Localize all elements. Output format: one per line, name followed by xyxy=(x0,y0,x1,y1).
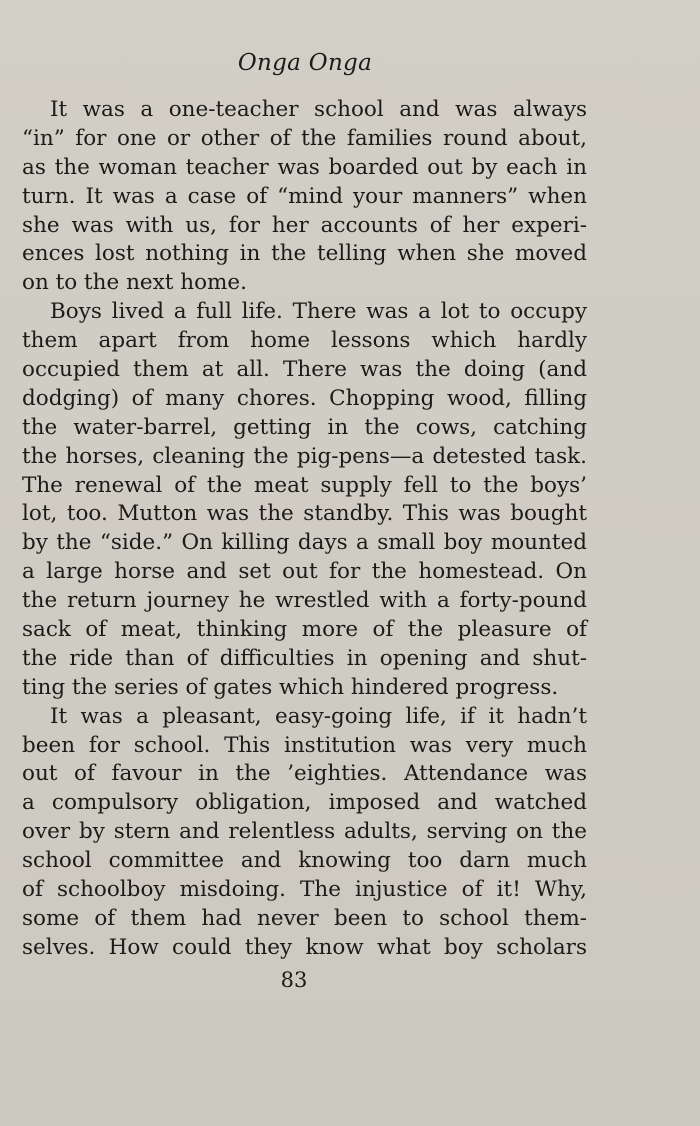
text-line: dodging) of many chores. Chopping wood, filling xyxy=(22,385,587,411)
text-line: a large horse and set out for the homestead. On xyxy=(22,559,587,585)
text-line: of schoolboy misdoing. The injustice of it! Why, xyxy=(22,877,587,903)
text-line: The renewal of the meat supply fell to the boys’ xyxy=(22,472,587,498)
text-line: the water-barrel, getting in the cows, catching xyxy=(22,414,587,440)
text-line: over by stern and relentless adults, serving on the xyxy=(22,819,587,845)
text-line: the horses, cleaning the pig-pens—a detested task. xyxy=(22,443,587,469)
text-line: the ride than of difficulties in opening and shut- xyxy=(22,645,587,671)
text-line: a compulsory obligation, imposed and watched xyxy=(22,790,587,816)
running-head: Onga Onga xyxy=(237,50,373,76)
text-line: sack of meat, thinking more of the pleasure of xyxy=(22,617,587,643)
text-line: occupied them at all. There was the doing (and xyxy=(22,357,587,383)
text-line: some of them had never been to school them- xyxy=(22,905,587,931)
text-line: It was a pleasant, easy-going life, if it hadn’t xyxy=(50,703,587,729)
text-line: ting the series of gates which hindered progress. xyxy=(22,674,559,700)
text-line: Boys lived a full life. There was a lot to occupy xyxy=(50,299,587,325)
text-line: selves. How could they know what boy scholars xyxy=(22,934,587,960)
text-line: the return journey he wrestled with a forty-pound xyxy=(22,588,587,614)
text-line: on to the next home. xyxy=(22,270,247,296)
text-line: been for school. This institution was very much xyxy=(22,732,587,758)
text-line: as the woman teacher was boarded out by each in xyxy=(22,154,587,180)
text-line: she was with us, for her accounts of her experi- xyxy=(22,212,587,238)
body-text xyxy=(22,96,587,963)
text-line: them apart from home lessons which hardly xyxy=(22,328,587,354)
text-line: out of favour in the ’eighties. Attendance was xyxy=(22,761,587,787)
text-line: lot, too. Mutton was the standby. This was bought xyxy=(22,501,587,527)
text-line: by the “side.” On killing days a small boy mounted xyxy=(22,530,587,556)
text-line: It was a one-teacher school and was always xyxy=(50,97,587,122)
text-line: “in” for one or other of the families round about, xyxy=(22,125,587,151)
page-number: 83 xyxy=(280,968,308,992)
text-line: ences lost nothing in the telling when she moved xyxy=(22,241,587,267)
text-line: turn. It was a case of “mind your manners” when xyxy=(22,183,587,209)
text-line: school committee and knowing too darn much xyxy=(22,848,587,874)
